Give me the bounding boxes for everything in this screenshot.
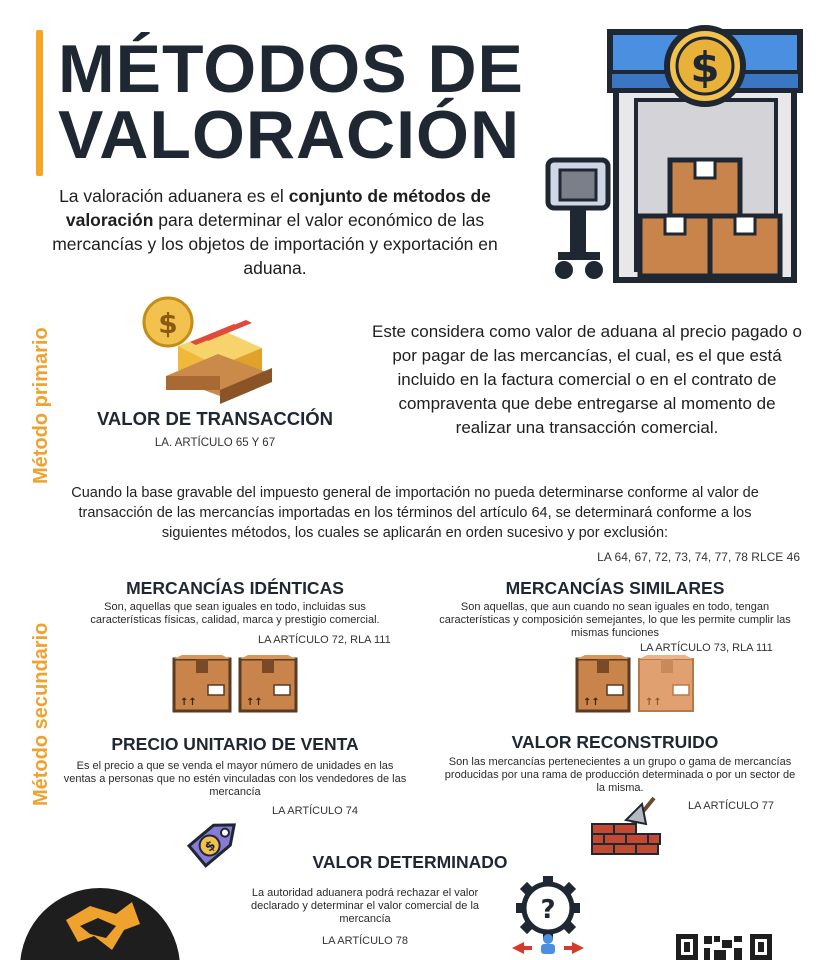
qr-code-icon (674, 932, 784, 960)
svg-text:$: $ (202, 837, 219, 856)
valor-determinado-ref: LA ARTÍCULO 78 (322, 935, 409, 947)
pallet-icon (140, 296, 275, 408)
label-metodo-primario: Método primario (30, 327, 52, 484)
store-icon (540, 20, 810, 290)
intro-text-1: La valoración aduanera es el (59, 186, 289, 206)
valor-determinado-description: La autoridad aduanera podrá rechazar el valor declarado y determinar el valor comercial de la mercancía (250, 887, 480, 925)
valor-reconstruido-title: VALOR RECONSTRUIDO (511, 732, 719, 752)
svg-text:$: $ (158, 307, 178, 340)
intro-text-2: para determinar el valor económico de las mercancías y los objetos de importación y exportación en aduana. (52, 210, 498, 278)
precio-unitario-description: Es el precio a que se venda el mayor número de unidades en las ventas a personas que no estén vinculadas con los vendedores de las mercancía (63, 760, 407, 798)
title-accent-bar (36, 30, 43, 176)
valor-determinado-title: VALOR DETERMINADO (312, 852, 508, 872)
intermediate-paragraph: Cuando la base gravable del impuesto general de importación no pueda determinarse conforme al valor de transacción de las mercancías importadas en los términos del artículo 64, se determinará conforme a los siguientes métodos, los cuales se aplicarán en orden sucesivo y por exclusión: (71, 485, 759, 541)
mercancias-similares-description: Son aquellas, que aun cuando no sean iguales en todo, tengan características y composición semejantes, lo que les permite cumplir las mismas funciones (439, 601, 791, 639)
svg-text:↑↑: ↑↑ (246, 697, 263, 708)
intermediate-ref: LA 64, 67, 72, 73, 74, 77, 78 RLCE 46 (597, 550, 800, 564)
intro-paragraph (30, 184, 520, 280)
precio-unitario-title: PRECIO UNITARIO DE VENTA (111, 734, 359, 754)
price-tag-icon (180, 806, 250, 876)
valor-transaccion-title: VALOR DE TRANSACCIÓN (96, 408, 334, 429)
label-metodo-secundario: Método secundario (30, 622, 52, 806)
svg-text:↑↑: ↑↑ (645, 697, 662, 708)
mercancias-similares-ref: LA ARTÍCULO 73, RLA 111 (640, 642, 773, 654)
mercancias-identicas-ref: LA ARTÍCULO 72, RLA 111 (258, 634, 391, 646)
brick-wall-icon (588, 790, 668, 862)
title-line-2: VALORACIÓN (58, 97, 521, 173)
valor-reconstruido-description: Son las mercancías pertenecientes a un grupo o gama de mercancías producidas por una rama de producción determinada o por un sector de la misma. (444, 756, 796, 794)
precio-unitario-ref: LA ARTÍCULO 74 (272, 805, 359, 817)
valor-reconstruido-ref: LA ARTÍCULO 77 (688, 800, 775, 812)
mercancias-similares-title: MERCANCÍAS SIMILARES (505, 578, 725, 598)
svg-text:↑↑: ↑↑ (583, 697, 600, 708)
valor-transaccion-description: Este considera como valor de aduana al precio pagado o por pagar de las mercancías, el cual, es el que está incluido en la factura comercial o en el contrato de compraventa que debe entregarse al momento de realizar una transacción comercial. (372, 322, 803, 437)
svg-text:?: ? (540, 895, 556, 925)
valor-transaccion-ref: LA. ARTÍCULO 65 Y 67 (154, 437, 276, 449)
mercancias-identicas-description: Son, aquellas que sean iguales en todo, incluidas sus características físicas, calidad, marca y prestigio comercial. (90, 601, 380, 626)
gear-question-icon (508, 876, 588, 956)
boxes-similar-icon (575, 655, 695, 713)
svg-text:$: $ (690, 43, 720, 92)
boxes-icon (172, 655, 298, 713)
title-line-1: MÉTODOS DE (58, 31, 524, 107)
logo-icon (20, 880, 180, 960)
svg-text:↑↑: ↑↑ (180, 697, 197, 708)
intro-bold: conjunto de métodos de valoración (65, 186, 491, 230)
page-title (58, 31, 524, 173)
mercancias-identicas-title: MERCANCÍAS IDÉNTICAS (126, 578, 344, 598)
